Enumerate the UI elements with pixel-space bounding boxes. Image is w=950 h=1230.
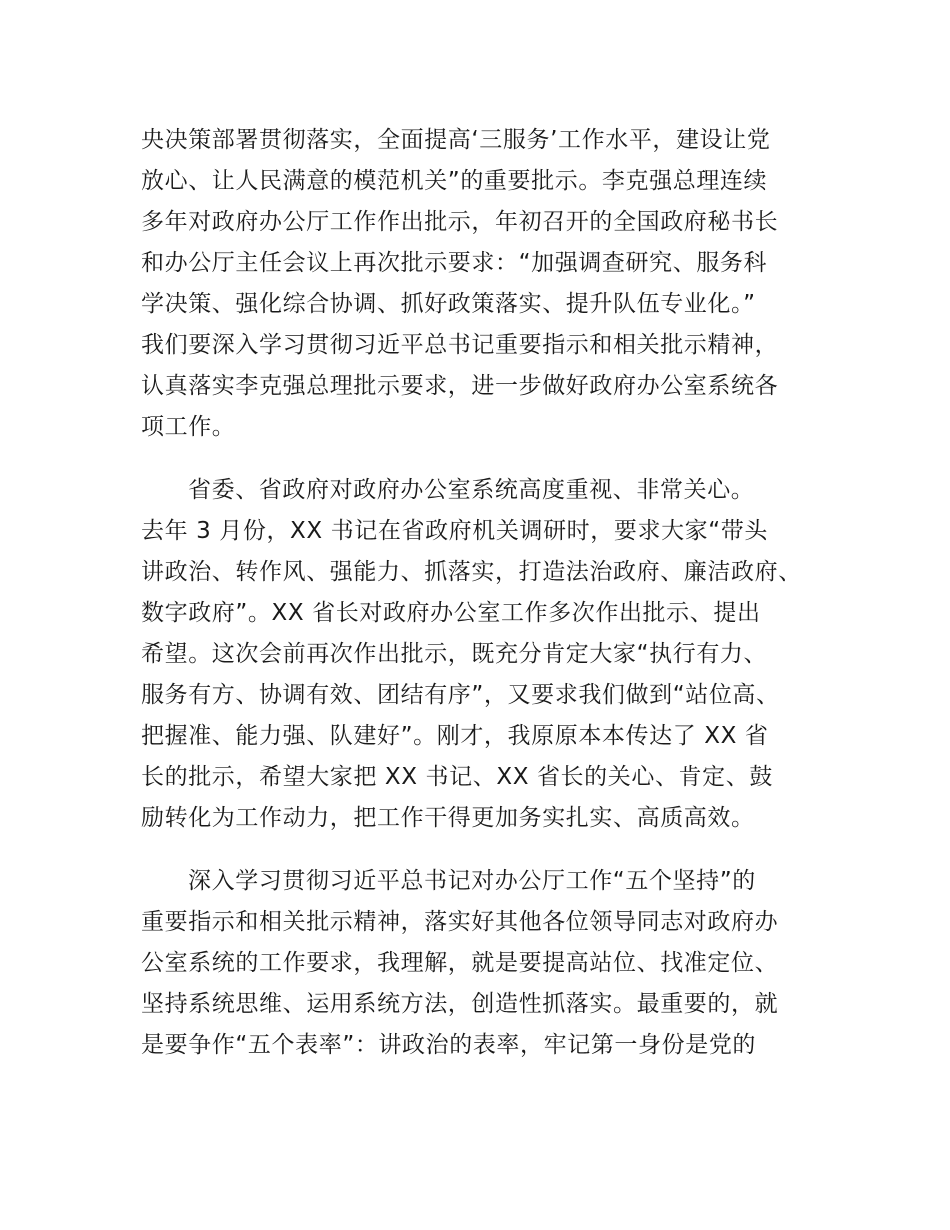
text-line: 公室系统的工作要求，我理解，就是要提高站位、找准定位、 [141, 950, 779, 976]
text-line: 把握准、能力强、队建好”。刚才，我原原本本传达了 XX 省 [141, 723, 769, 749]
text-line: 放心、让人民满意的模范机关”的重要批示。李克强总理连续 [141, 168, 768, 194]
text-line: 希望。这次会前再次作出批示，既充分肯定大家“执行有力、 [141, 641, 768, 667]
paragraph-gap [141, 839, 821, 861]
text-line: 项工作。 [141, 414, 236, 440]
paragraph-2 [141, 470, 821, 839]
text-line: 学决策、强化综合协调、抓好政策落实、提升队伍专业化。” [141, 291, 756, 317]
text-line: 央决策部署贯彻落实，全面提高‘三服务’工作水平，建设让党 [141, 127, 771, 153]
text-line: 省委、省政府对政府办公室系统高度重视、非常关心。 [188, 477, 755, 503]
text-line: 多年对政府办公厅工作作出批示，年初召开的全国政府秘书长 [141, 209, 779, 235]
text-line: 励转化为工作动力，把工作干得更加务实扎实、高质高效。 [141, 805, 755, 831]
text-line: 深入学习贯彻习近平总书记对办公厅工作“五个坚持”的 [188, 868, 756, 894]
text-line: 认真落实李克强总理批示要求，进一步做好政府办公室系统各 [141, 373, 779, 399]
paragraph-1 [141, 120, 821, 448]
document-body [141, 120, 821, 1066]
text-line: 去年 3 月份，XX 书记在省政府机关调研时，要求大家“带头 [141, 518, 768, 544]
text-line: 和办公厅主任会议上再次批示要求：“加强调查研究、服务科 [141, 250, 768, 276]
text-line: 数字政府”。XX 省长对政府办公室工作多次作出批示、提出 [141, 600, 761, 626]
text-line: 服务有方、协调有效、团结有序”，又要求我们做到“站位高、 [141, 682, 780, 708]
text-line: 是要争作“五个表率”：讲政治的表率，牢记第一身份是党的 [141, 1032, 757, 1058]
paragraph-gap [141, 448, 821, 470]
text-line: 坚持系统思维、运用系统方法，创造性抓落实。最重要的，就 [141, 991, 779, 1017]
text-line: 我们要深入学习贯彻习近平总书记重要指示和相关批示精神， [141, 332, 779, 358]
text-line: 讲政治、转作风、强能力、抓落实，打造法治政府、廉洁政府、 [141, 559, 802, 585]
text-line: 长的批示，希望大家把 XX 书记、XX 省长的关心、肯定、鼓 [141, 764, 773, 790]
text-line: 重要指示和相关批示精神，落实好其他各位领导同志对政府办 [141, 909, 779, 935]
paragraph-3 [141, 861, 821, 1066]
